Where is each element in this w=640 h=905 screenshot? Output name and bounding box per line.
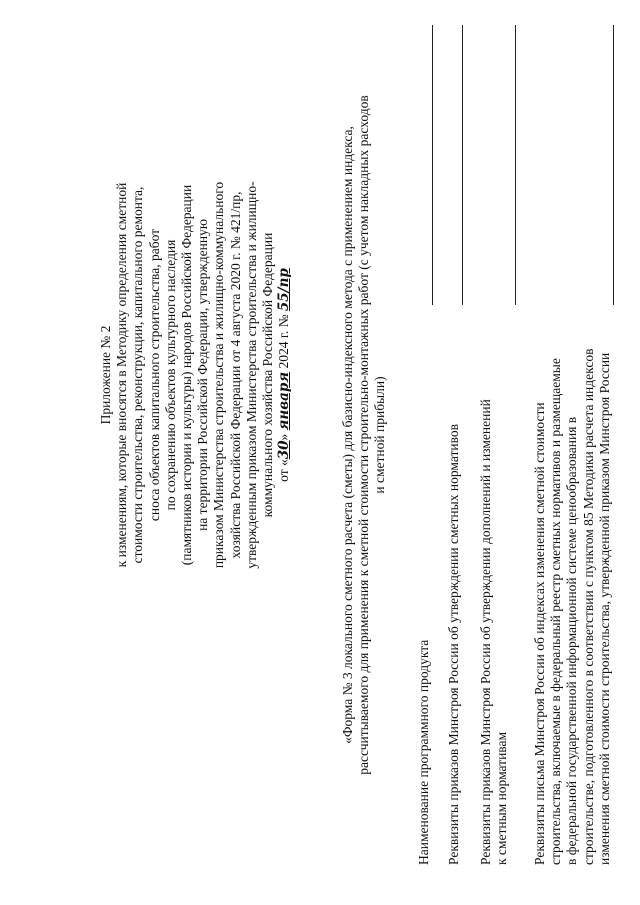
appendix-line: коммунального хозяйства Российской Федерации bbox=[260, 232, 276, 518]
appendix-title: Приложение № 2 bbox=[98, 325, 113, 425]
appendix-line: по сохранению объектов культурного наследия bbox=[162, 239, 178, 511]
appendix-line: к изменениям, которые вносятся в Методику определения сметной bbox=[114, 182, 130, 568]
appendix-line: приказом Министерства строительства и жилищно-коммунального bbox=[211, 181, 227, 569]
requisite-row-letter bbox=[532, 25, 616, 865]
row-label-block bbox=[478, 325, 510, 865]
row-label: в федеральной государственной информационной системе ценообразования в bbox=[564, 416, 580, 865]
fill-in-line bbox=[613, 25, 614, 305]
row-label: строительства, включаемые в федеральный реестр сметных нормативов и размещаемые bbox=[548, 358, 564, 865]
appendix-line: стоимости строительства, реконструкции, капитального ремонта, bbox=[130, 186, 146, 564]
row-label: Реквизиты письма Минстроя России об индексах изменения сметной стоимости bbox=[532, 402, 547, 865]
date-prefix: от « bbox=[276, 459, 292, 482]
order-number: 55/пр bbox=[276, 268, 293, 312]
appendix-line: сноса объектов капитального строительства, работ bbox=[146, 228, 162, 522]
row-label: изменения сметной стоимости строительства, утвержденной приказом Минстроя России bbox=[596, 352, 612, 865]
requisite-row-amendments bbox=[478, 25, 518, 865]
requisites-table bbox=[408, 25, 616, 865]
requisite-row-orders bbox=[438, 25, 468, 865]
date-mid: » bbox=[276, 433, 292, 441]
fill-in-line bbox=[432, 25, 433, 305]
form-title-line: и сметной прибыли) bbox=[372, 376, 388, 494]
appendix-line: (памятников истории и культуры) народов Российской Федерации bbox=[179, 184, 195, 566]
row-label: строительстве, подготовленного в соответствии с пунктом 85 Методики расчета индексов bbox=[580, 348, 596, 865]
appendix-header bbox=[98, 25, 292, 725]
requisite-row-software bbox=[408, 25, 438, 865]
appendix-line: хозяйства Российской Федерации от 4 августа 2020 г. № 421/пр, bbox=[227, 191, 243, 559]
form-title-line: рассчитываемого для применения к сметной стоимости строительно-монтажных работ (с учетом накладных расходов bbox=[356, 95, 372, 775]
form-title bbox=[340, 25, 389, 845]
appendix-line: на территории Российской Федерации, утвержденную bbox=[195, 219, 211, 531]
date-year: 2024 bbox=[276, 341, 292, 369]
fill-in-line bbox=[462, 25, 463, 305]
date-day: 30 bbox=[276, 440, 293, 460]
fill-in-line bbox=[515, 25, 516, 305]
row-label: Наименование программного продукта bbox=[416, 639, 431, 865]
form-title-line: «Форма № 3 локального сметного расчета (сметы) для базисно-индексного метода с применением индекса, bbox=[340, 126, 355, 744]
row-label: Реквизиты приказов Минстроя России об утверждении дополнений и изменений bbox=[478, 399, 493, 865]
row-label-block bbox=[532, 325, 613, 865]
date-number-label: г. № bbox=[276, 314, 292, 339]
approval-date-line bbox=[276, 25, 292, 725]
appendix-line: утвержденным приказом Министерства строительства и жилищно- bbox=[243, 181, 259, 569]
rotated-sheet bbox=[18, 25, 618, 885]
date-month: января bbox=[276, 371, 293, 431]
row-label: Реквизиты приказов Минстроя России об утверждении сметных нормативов bbox=[446, 424, 461, 865]
row-label: к сметным нормативам bbox=[494, 731, 510, 865]
